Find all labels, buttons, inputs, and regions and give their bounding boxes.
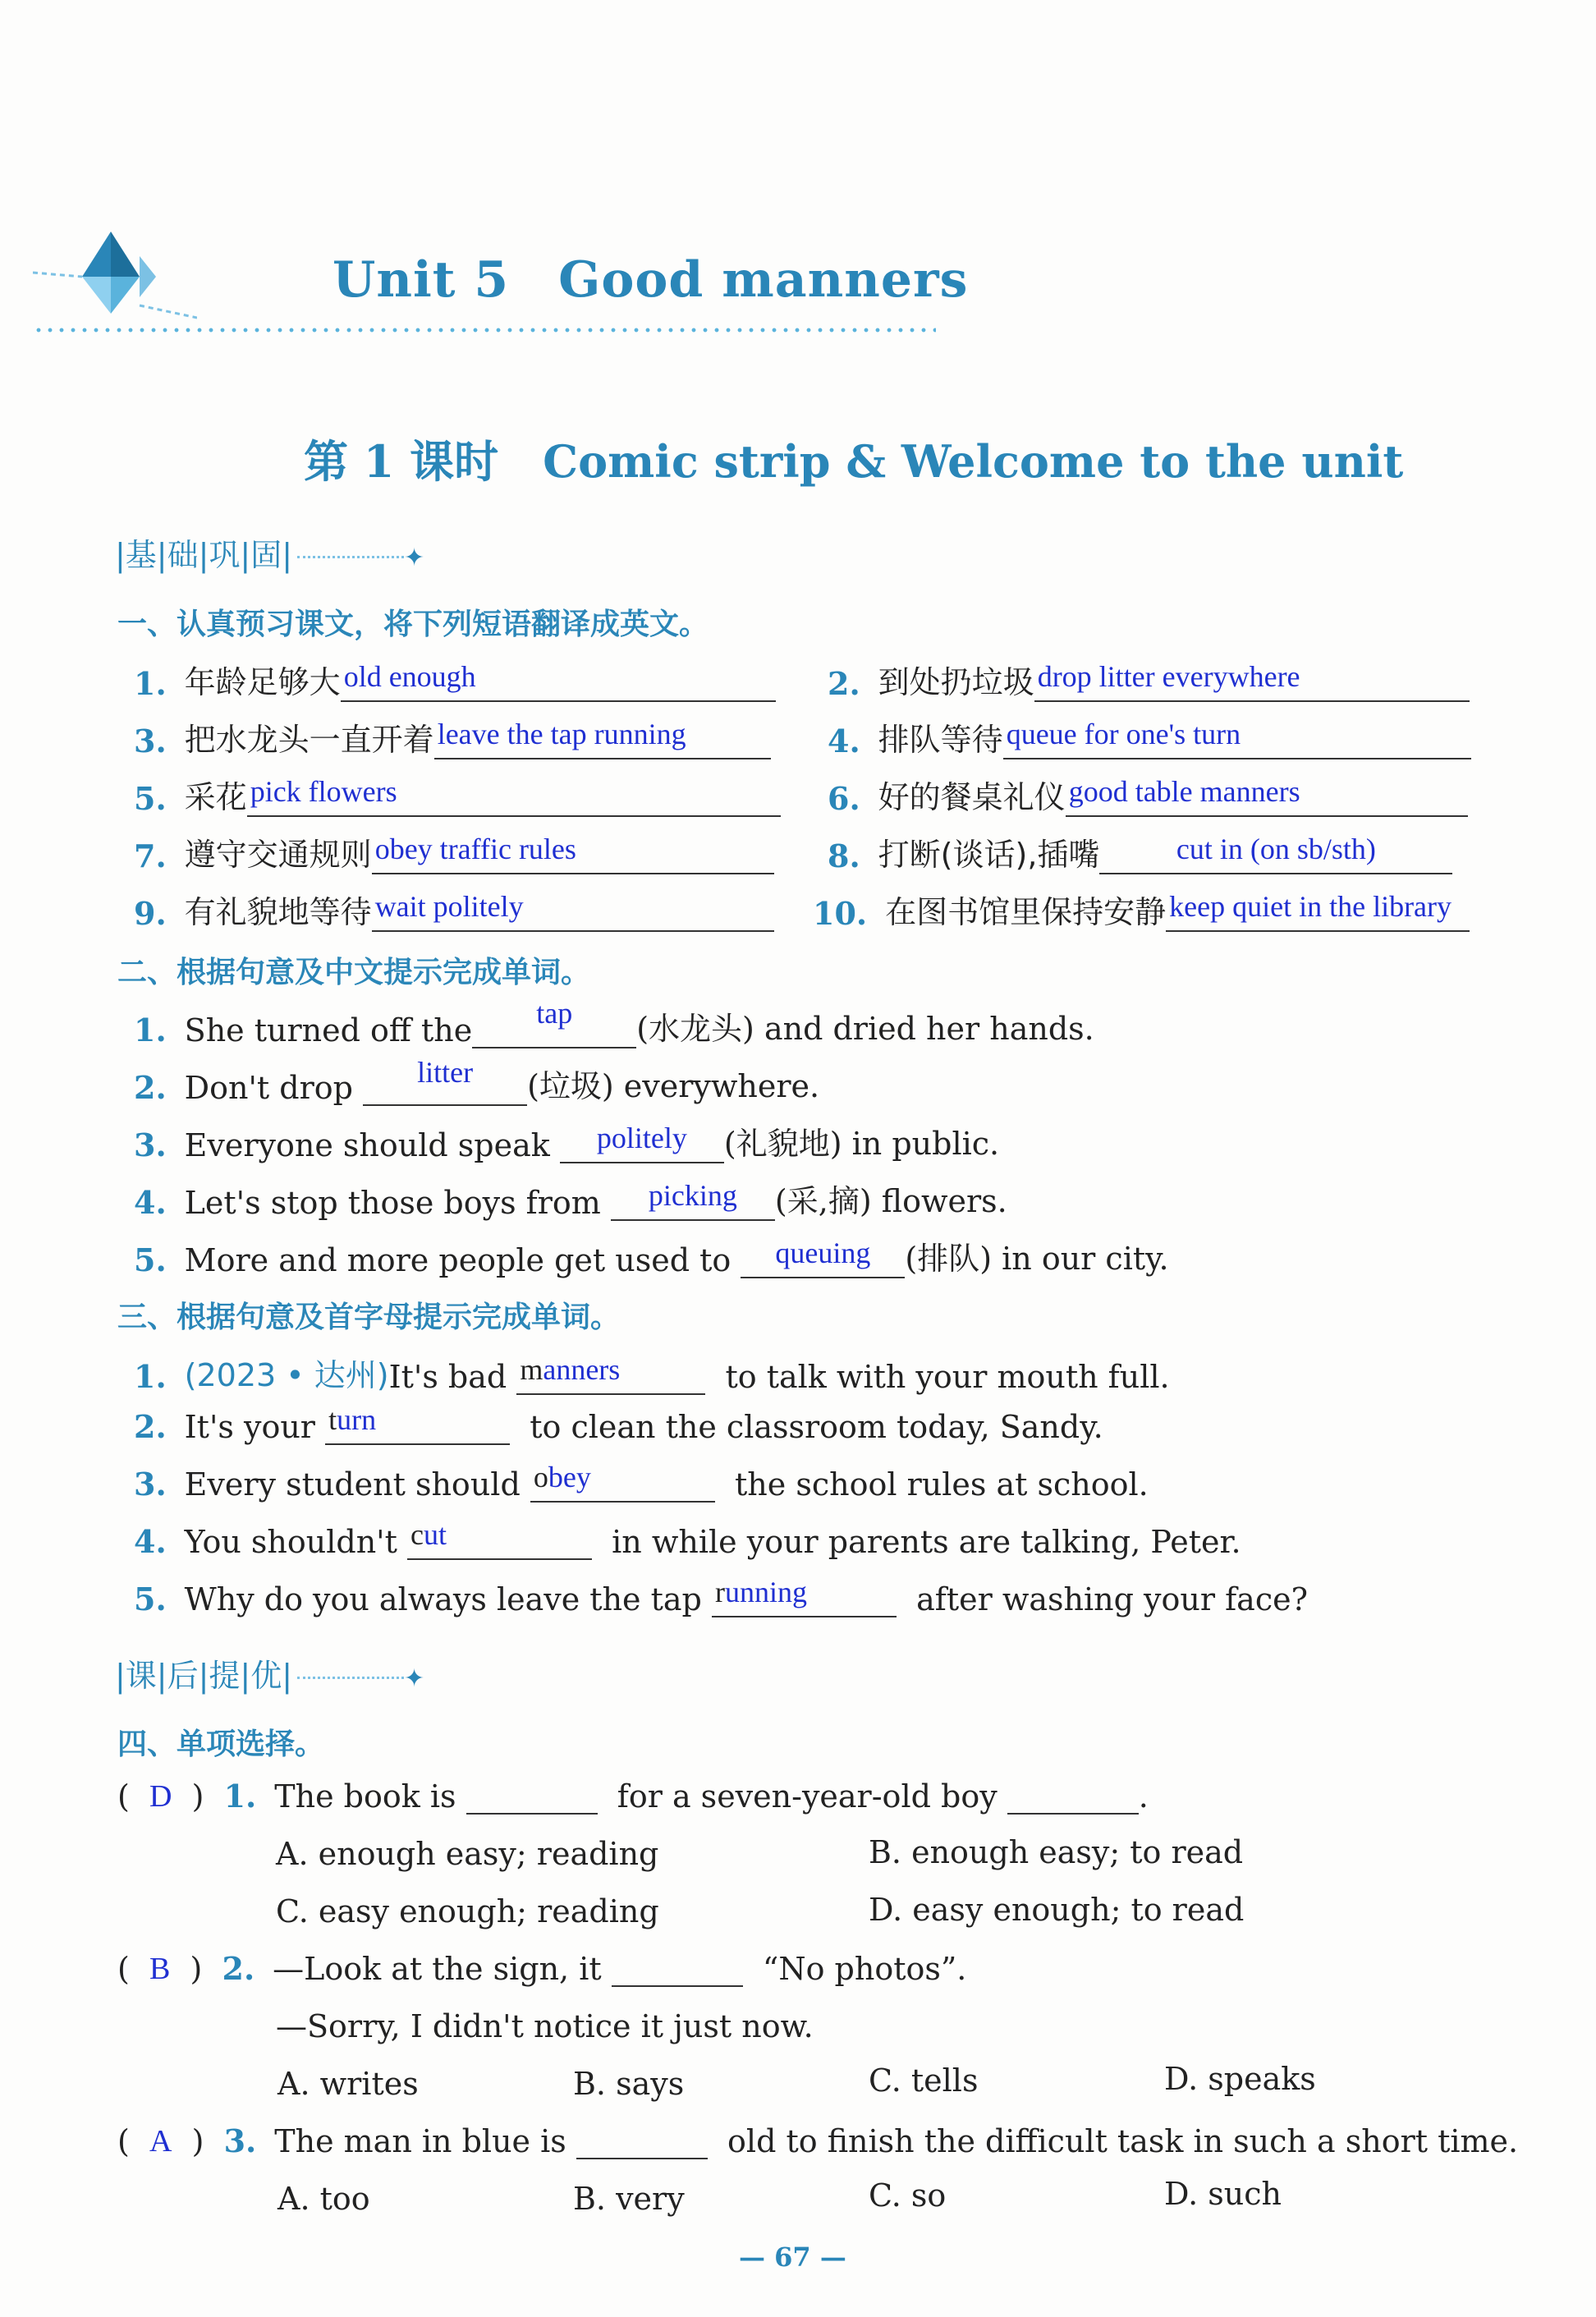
s3-item: 5. Why do you always leave the tap running after washing your face? [134, 1576, 1308, 1617]
s1-item: 8. 打断(谈话),插嘴 cut in (on sb/sth) [828, 829, 1452, 874]
answer-blank[interactable]: pick flowers [247, 779, 781, 817]
mc-option[interactable]: A. writes [277, 2066, 419, 2102]
s2-item: 4. Let's stop those boys from picking (采,摘) flowers. [134, 1179, 1007, 1221]
mc-answer[interactable]: D [149, 1779, 172, 1814]
unit-logo-icon [33, 215, 197, 338]
answer-blank[interactable]: turn [325, 1407, 510, 1445]
section3-heading: 三、根据句意及首字母提示完成单词。 [117, 1301, 621, 1334]
answer-blank[interactable]: leave the tap running [434, 722, 771, 759]
s1-item: 2. 到处扔垃圾 drop litter everywhere [828, 657, 1470, 702]
answer-blank[interactable] [1007, 1777, 1139, 1815]
section-tag-basic: |基|础|巩|固| ✦ [115, 537, 425, 573]
answer-blank[interactable] [576, 2122, 708, 2159]
mc-question: ( A ) 3. The man in blue is old to finish the difficult task in such a short time. [117, 2122, 1519, 2159]
s1-item: 6. 好的餐桌礼仪 good table manners [828, 772, 1468, 817]
answer-blank[interactable] [612, 1949, 743, 1987]
section4-heading: 四、单项选择。 [117, 1727, 325, 1761]
answer-blank[interactable]: cut [407, 1522, 592, 1560]
mc-option[interactable]: A. enough easy; reading [276, 1836, 659, 1872]
answer-blank[interactable]: picking [611, 1183, 775, 1221]
answer-blank[interactable]: cut in (on sb/sth) [1099, 837, 1452, 874]
mc-option[interactable]: C. tells [869, 2062, 979, 2099]
s1-item: 5. 采花 pick flowers [134, 772, 781, 817]
section-tag-after: |课|后|提|优| ✦ [115, 1658, 425, 1694]
s1-item: 7. 遵守交通规则 obey traffic rules [134, 829, 774, 874]
page-number: — 67 — [739, 2241, 846, 2273]
mc-answer[interactable]: A [149, 2124, 172, 2159]
answer-blank[interactable]: old enough [341, 664, 776, 702]
s3-item: 2. It's your turn to clean the classroom today, Sandy. [134, 1403, 1103, 1445]
mc-option[interactable]: D. easy enough; to read [869, 1892, 1245, 1928]
answer-blank[interactable]: good table manners [1066, 779, 1468, 817]
answer-blank[interactable]: litter [363, 1068, 527, 1106]
mc-dialogue-line: —Sorry, I didn't notice it just now. [276, 2008, 814, 2044]
s1-item: 4. 排队等待 queue for one's turn [828, 714, 1471, 759]
mc-option[interactable]: D. speaks [1164, 2061, 1316, 2097]
s3-item: 3. Every student should obey the school rules at school. [134, 1461, 1149, 1503]
mc-option[interactable]: B. says [573, 2066, 685, 2102]
mc-question: ( D ) 1. The book is for a seven-year-old boy . [117, 1778, 1149, 1815]
answer-blank[interactable]: running [712, 1580, 897, 1617]
answer-blank[interactable]: obey [530, 1465, 715, 1503]
s2-item: 2. Don't drop litter (垃圾) everywhere. [134, 1056, 820, 1106]
header-dotted-divider [33, 327, 936, 333]
mc-option[interactable]: B. very [573, 2181, 685, 2217]
s3-item: 4. You shouldn't cut in while your parents are talking, Peter. [134, 1518, 1241, 1560]
answer-blank[interactable]: tap [472, 1011, 636, 1048]
unit-title: Unit 5 Good manners [332, 251, 969, 309]
mc-question: ( B ) 2. —Look at the sign, it “No photos”. [117, 1950, 967, 1987]
s2-item: 3. Everyone should speak politely (礼貌地) in public. [134, 1122, 1000, 1163]
answer-blank[interactable]: politely [560, 1126, 724, 1163]
section1-heading: 一、认真预习课文，将下列短语翻译成英文。 [117, 608, 709, 641]
answer-blank[interactable]: queuing [741, 1241, 905, 1278]
s1-item: 1. 年龄足够大 old enough [134, 657, 776, 702]
section2-heading: 二、根据句意及中文提示完成单词。 [117, 956, 591, 989]
mc-option[interactable]: A. too [277, 2181, 370, 2217]
answer-blank[interactable]: wait politely [372, 894, 774, 932]
answer-blank[interactable]: manners [516, 1357, 705, 1395]
s1-item: 9. 有礼貌地等待 wait politely [134, 887, 774, 932]
s1-item: 10. 在图书馆里保持安静 keep quiet in the library [813, 887, 1470, 932]
answer-blank[interactable] [466, 1777, 598, 1815]
mc-option[interactable]: C. easy enough; reading [276, 1893, 659, 1929]
answer-blank[interactable]: obey traffic rules [372, 837, 774, 874]
mc-option[interactable]: B. enough easy; to read [869, 1834, 1244, 1870]
s3-item: 1. (2023 • 达州) It's bad manners to talk with your mouth full. [134, 1353, 1170, 1395]
s2-item: 1. She turned off the tap (水龙头) and dried her hands. [134, 997, 1094, 1048]
mc-answer[interactable]: B [149, 1952, 171, 1986]
mc-option[interactable]: C. so [869, 2177, 947, 2214]
answer-blank[interactable]: queue for one's turn [1003, 722, 1471, 759]
s1-item: 3. 把水龙头一直开着 leave the tap running [134, 714, 771, 759]
answer-blank[interactable]: keep quiet in the library [1166, 894, 1470, 932]
lesson-title: 第 1 课时 Comic strip & Welcome to the unit [304, 435, 1404, 488]
mc-option[interactable]: D. such [1164, 2176, 1282, 2212]
answer-blank[interactable]: drop litter everywhere [1034, 664, 1470, 702]
s2-item: 5. More and more people get used to queuing (排队) in our city. [134, 1236, 1169, 1278]
